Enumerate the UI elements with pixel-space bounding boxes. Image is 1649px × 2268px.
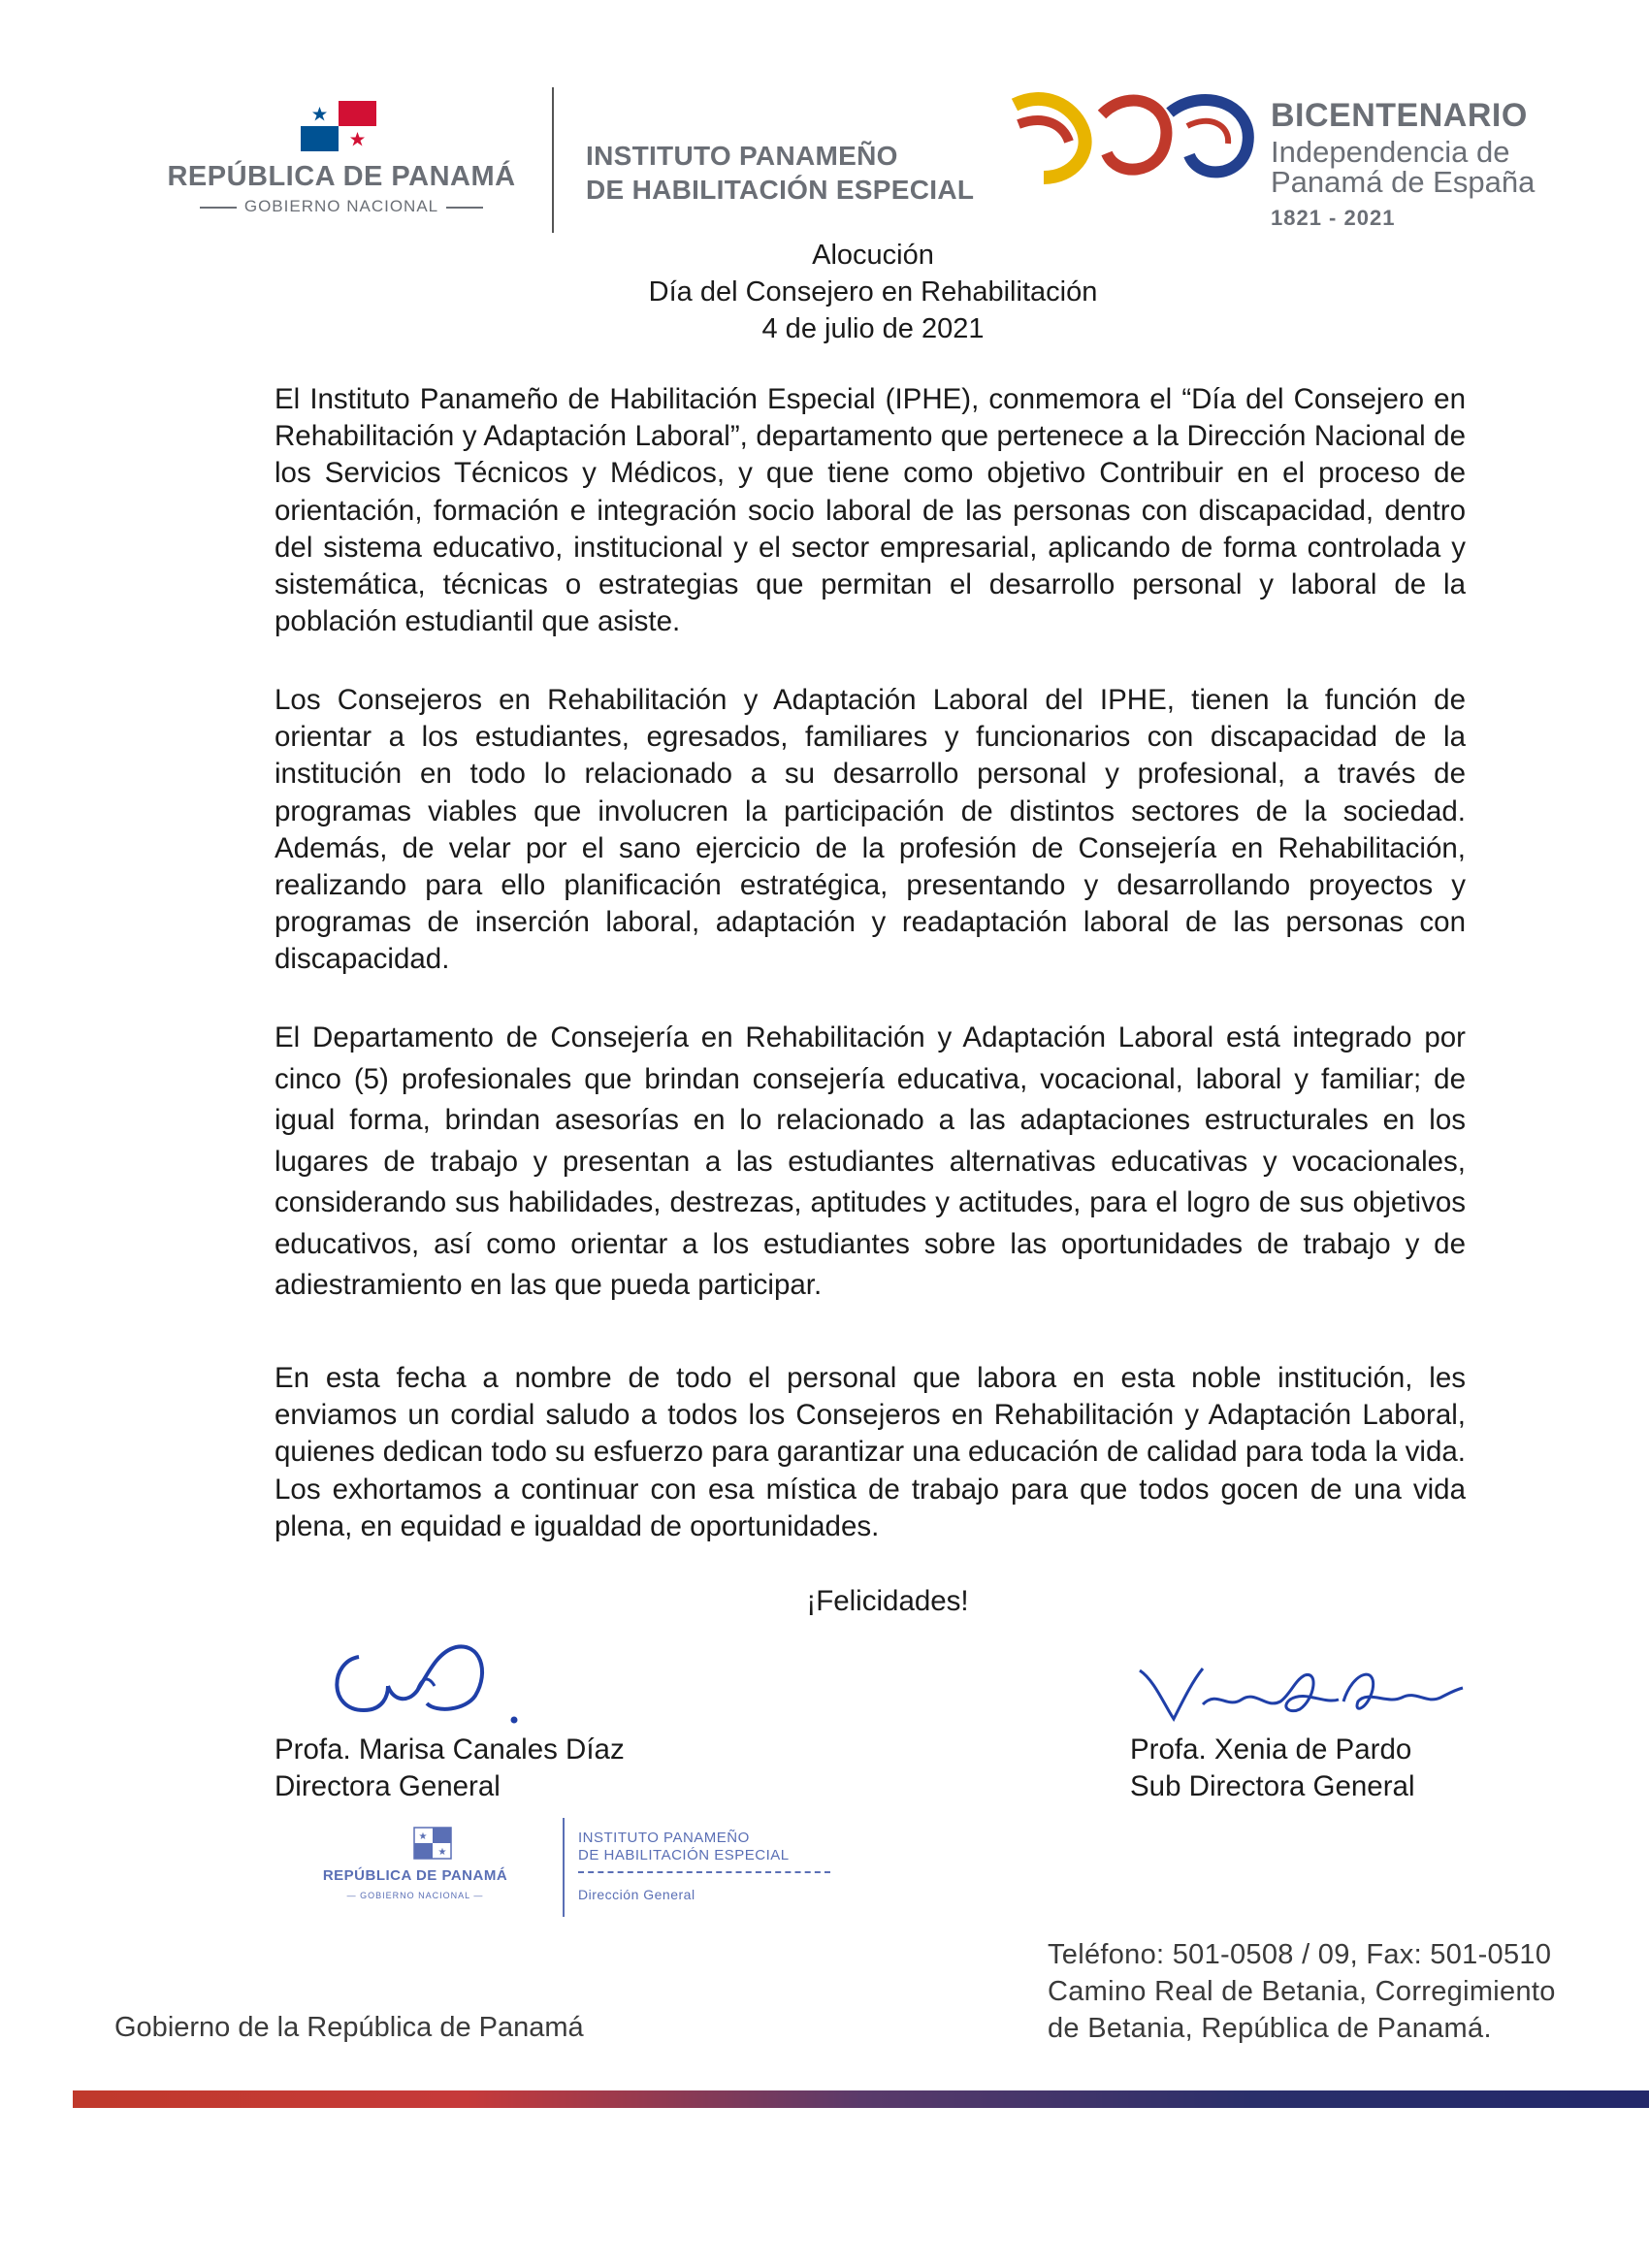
director-role: Directora General [275,1770,501,1802]
bicentennial-years: 1821 - 2021 [1271,206,1396,230]
document-title [0,237,1649,347]
svg-text:★: ★ [418,1831,428,1842]
stamp-department: Dirección General [578,1887,695,1902]
bicentennial-line2: Independencia de [1271,135,1510,169]
footer-phone: Teléfono: 501-0508 / 09, Fax: 501-0510 [1048,1939,1552,1970]
footer-government: Gobierno de la República de Panamá [114,2012,584,2043]
paragraph-2: Los Consejeros en Rehabilitación y Adaptación Laboral del IPHE, tienen la función de orientar a los estudiantes, egresados, familiares y funcionarios con discapacidad de la institución en todo lo relacionado a su desarrollo personal y profesional, a través de programas viables que involucren la participación de distintos sectores de la sociedad. Además, de velar por el sano ejercicio de la profesión de Consejería en Rehabilitación, realizando para ello planificación estratégica, presentando y desarrollando proyectos y programas de inserción laboral, adaptación y readaptación laboral de las personas con discapacidad. [275,684,1466,976]
institute-name-line1: INSTITUTO PANAMEÑO [586,141,898,171]
bicentennial-title: BICENTENARIO [1271,97,1528,134]
footer-address-line1: Camino Real de Betania, Corregimiento [1048,1976,1556,2007]
closing-greeting: ¡Felicidades! [806,1585,969,1617]
government-title: REPÚBLICA DE PANAMÁ [167,161,516,192]
paragraph-1: El Instituto Panameño de Habilitación Especial (IPHE), conmemora el “Día del Consejero en Rehabilitación y Adaptación Laboral”, departamento que pertenece a la Dirección Nacional de los Servicios Técnicos y Médicos, y que tiene como objetivo Contribuir en el proceso de orientación, formación e integración socio laboral de las personas con discapacidad, dentro del sistema educativo, institucional y el sector empresarial, aplicando de forma controlada y sistemática, técnicas o estrategias que permitan el desarrollo personal y laboral de la población estudiantil que asiste. [275,383,1466,638]
subdirector-role: Sub Directora General [1130,1770,1415,1802]
stamp-divider [563,1818,565,1917]
director-signature [320,1618,534,1734]
government-subtitle: GOBIERNO NACIONAL [167,197,516,216]
stamp-institute-line2: DE HABILITACIÓN ESPECIAL [578,1847,790,1863]
title-line2: Día del Consejero en Rehabilitación [648,276,1098,308]
paragraph-3: El Departamento de Consejería en Rehabilitación y Adaptación Laboral está integrado por cinco (5) profesionales que brindan consejería educativa, vocacional, laboral y familiar; de igual forma, brindan asesorías en lo relacionado a las adaptaciones estructurales en los lugares de trabajo y presentan a las estudiantes alternativas educativas y vocacionales, considerando sus habilidades, destrezas, aptitudes y actitudes, para el logro de sus objetivos educativos, así como orientar a los estudiantes sobre las oportunidades de trabajo y de adiestramiento en las que pueda participar. [275,1021,1466,1301]
subdirector-signature [1135,1661,1465,1729]
paragraph-4: En esta fecha a nombre de todo el personal que labora en esta noble institución, les enviamos un cordial saludo a todos los Consejeros en Rehabilitación y Adaptación Laboral, quienes dedican todo su esfuerzo para garantizar una educación de calidad para toda la vida. Los exhortamos a continuar con esa mística de trabajo para que todos gocen de una vida plena, en equidad e igualdad de oportunidades. [275,1362,1466,1542]
title-line3: 4 de julio de 2021 [761,313,985,344]
panama-flag-icon [301,101,376,151]
director-name: Profa. Marisa Canales Díaz [275,1733,625,1766]
stamp-institute-line1: INSTITUTO PANAMEÑO [578,1830,750,1846]
stamp-government-title: REPÚBLICA DE PANAMÁ [322,1867,508,1884]
svg-text:★: ★ [437,1847,447,1858]
stamp-rule [578,1871,830,1873]
bicentennial-ribbon-logo [1005,85,1259,194]
institute-name-line2: DE HABILITACIÓN ESPECIAL [586,175,975,205]
footer-color-bar [73,2090,1649,2108]
subdirector-name: Profa. Xenia de Pardo [1130,1733,1412,1766]
bicentennial-line3: Panamá de España [1271,165,1536,199]
header-divider [552,87,554,233]
footer-address-line2: de Betania, República de Panamá. [1048,2013,1492,2044]
title-line1: Alocución [812,240,934,271]
stamp-government-subtitle: — GOBIERNO NACIONAL — [346,1891,484,1900]
stamp-flag-icon [413,1827,452,1860]
